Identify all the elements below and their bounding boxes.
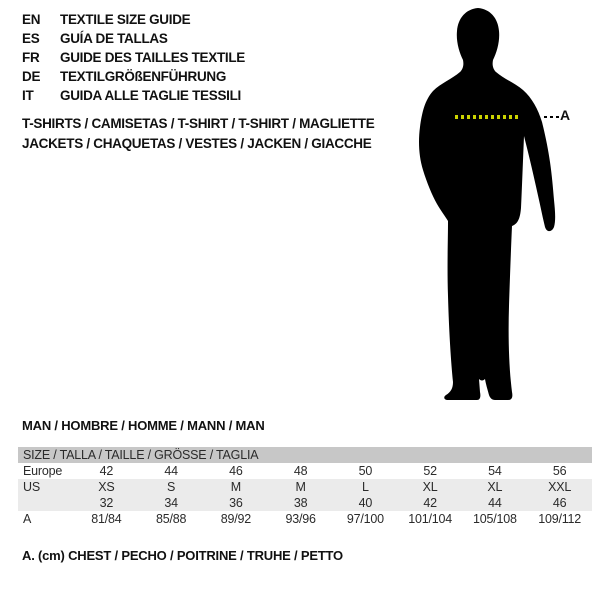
table-row-europe (18, 463, 592, 479)
table-cell: L (361, 480, 369, 494)
table-cell: 89/92 (220, 512, 252, 526)
table-cell: 101/104 (408, 512, 453, 526)
language-code: DE (22, 69, 41, 84)
table-cell: 48 (293, 464, 308, 478)
section-title: MAN / HOMBRE / HOMME / MANN / MAN (22, 418, 265, 433)
row-label: US (23, 480, 40, 494)
table-cell: 46 (552, 496, 567, 510)
table-header-row (18, 447, 592, 463)
table-cell: 97/100 (346, 512, 384, 526)
language-code: ES (22, 31, 40, 46)
language-code: FR (22, 50, 40, 65)
table-row-chest (18, 511, 592, 527)
table-cell: 42 (423, 496, 437, 510)
table-cell: 50 (358, 464, 373, 478)
language-row (22, 48, 245, 67)
language-row (22, 29, 245, 48)
table-cell: 105/108 (472, 512, 517, 526)
table-cell: 36 (229, 496, 243, 510)
table-cell: 93/96 (285, 512, 316, 526)
table-cell: XL (487, 480, 503, 494)
table-cell: 54 (488, 464, 502, 478)
table-row-us-numeric (18, 495, 592, 511)
table-cell: 56 (552, 464, 567, 478)
table-cell: 85/88 (155, 512, 187, 526)
language-title: TEXTILE SIZE GUIDE (60, 12, 191, 27)
table-row-us (18, 479, 592, 495)
man-silhouette (415, 8, 575, 400)
language-list (22, 10, 245, 105)
row-label (18, 495, 74, 511)
table-cell: M (230, 480, 241, 494)
language-code: EN (22, 12, 41, 27)
table-cell: 38 (293, 496, 308, 510)
category-list (22, 114, 374, 154)
language-title: GUIDA ALLE TAGLIE TESSILI (60, 88, 241, 103)
table-cell: 34 (164, 496, 178, 510)
language-code: IT (22, 88, 34, 103)
man-body-shape (419, 8, 555, 400)
measure-footnote: A. (cm) CHEST / PECHO / POITRINE / TRUHE / PETTO (22, 548, 343, 563)
table-cell: 81/84 (91, 512, 122, 526)
row-label: A (23, 512, 32, 526)
measure-label-a: A (560, 107, 571, 123)
table-cell: 44 (164, 464, 178, 478)
language-title: GUIDE DES TAILLES TEXTILE (60, 50, 246, 65)
table-cell: XL (422, 480, 438, 494)
man-silhouette-figure (415, 8, 575, 400)
category-jackets: JACKETS / CHAQUETAS / VESTES / JACKEN / GIACCHE (22, 136, 372, 151)
language-row (22, 67, 245, 86)
table-cell: 44 (488, 496, 502, 510)
row-label: Europe (23, 464, 63, 478)
size-table (18, 447, 592, 527)
table-cell: S (167, 480, 176, 494)
table-cell: 32 (99, 496, 114, 510)
table-cell: M (295, 480, 306, 494)
table-header: SIZE / TALLA / TAILLE / GRÖSSE / TAGLIA (18, 447, 592, 463)
table-cell: 52 (423, 464, 437, 478)
language-title: TEXTILGRÖßENFÜHRUNG (60, 69, 227, 84)
table-cell: 109/112 (538, 512, 582, 526)
language-row (22, 10, 245, 29)
language-row (22, 86, 245, 105)
language-title: GUÍA DE TALLAS (60, 31, 168, 46)
table-cell: XS (98, 480, 115, 494)
table-cell: 46 (229, 464, 243, 478)
table-cell: XXL (548, 480, 572, 494)
category-tshirts: T-SHIRTS / CAMISETAS / T-SHIRT / T-SHIRT / MAGLIETTE (22, 116, 375, 131)
table-cell: 40 (358, 496, 373, 510)
table-cell: 42 (99, 464, 114, 478)
